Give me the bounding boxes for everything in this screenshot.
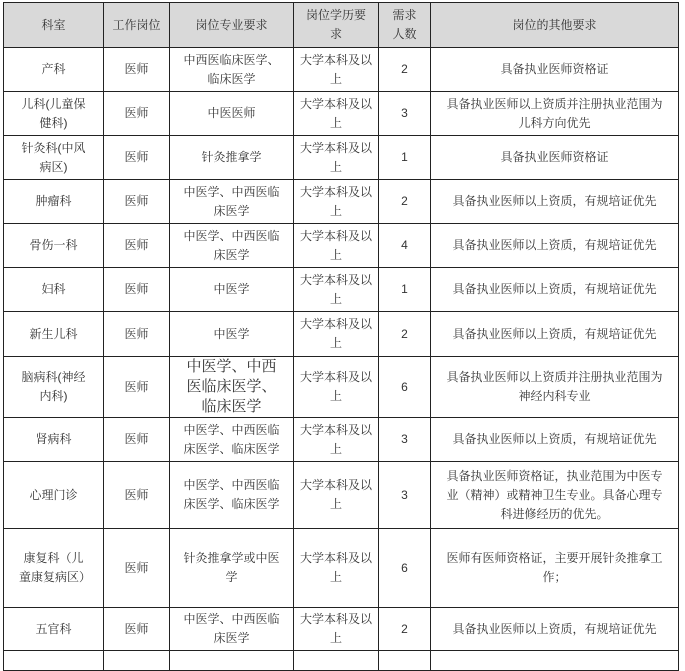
table-row <box>4 357 679 418</box>
cell-other-requirements: 具备执业医师以上资质并注册执业范围为儿科方向优先 <box>431 92 679 136</box>
table-body <box>4 48 679 671</box>
cell-major <box>170 651 294 671</box>
cell-education: 大学本科及以上 <box>294 224 379 268</box>
header-row <box>4 3 679 48</box>
cell-education: 大学本科及以上 <box>294 180 379 224</box>
cell-major: 中医学、中西医临床医学、临床医学 <box>170 418 294 462</box>
cell-headcount <box>379 651 431 671</box>
cell-headcount: 2 <box>379 48 431 92</box>
cell-education: 大学本科及以上 <box>294 48 379 92</box>
cell-education: 大学本科及以上 <box>294 268 379 312</box>
cell-position: 医师 <box>104 224 170 268</box>
cell-department: 产科 <box>4 48 104 92</box>
cell-education: 大学本科及以上 <box>294 608 379 651</box>
cell-headcount: 6 <box>379 529 431 608</box>
table-row <box>4 608 679 651</box>
cell-department: 新生儿科 <box>4 312 104 357</box>
cell-position: 医师 <box>104 180 170 224</box>
cell-other-requirements: 具备执业医师以上资质并注册执业范围为神经内科专业 <box>431 357 679 418</box>
cell-headcount: 4 <box>379 224 431 268</box>
cell-department: 康复科（儿童康复病区） <box>4 529 104 608</box>
cell-department <box>4 651 104 671</box>
table-row-partial <box>4 651 679 671</box>
cell-headcount: 6 <box>379 357 431 418</box>
cell-education: 大学本科及以上 <box>294 529 379 608</box>
cell-headcount: 1 <box>379 268 431 312</box>
cell-other-requirements: 医师有医师资格证，主要开展针灸推拿工作； <box>431 529 679 608</box>
cell-education: 大学本科及以上 <box>294 462 379 529</box>
cell-position: 医师 <box>104 357 170 418</box>
cell-headcount: 2 <box>379 312 431 357</box>
column-header-department: 科室 <box>4 3 104 48</box>
cell-position: 医师 <box>104 312 170 357</box>
cell-other-requirements: 具备执业医师以上资质，有规培证优先 <box>431 180 679 224</box>
cell-major: 中医医师 <box>170 92 294 136</box>
table-row <box>4 418 679 462</box>
cell-position: 医师 <box>104 136 170 180</box>
cell-position: 医师 <box>104 608 170 651</box>
recruitment-requirements-table <box>3 2 679 671</box>
cell-education: 大学本科及以上 <box>294 312 379 357</box>
table-row <box>4 92 679 136</box>
cell-department: 肾病科 <box>4 418 104 462</box>
recruitment-table-container <box>3 2 685 671</box>
cell-headcount: 2 <box>379 608 431 651</box>
cell-department: 脑病科(神经内科) <box>4 357 104 418</box>
table-row <box>4 268 679 312</box>
cell-major: 中医学 <box>170 268 294 312</box>
cell-department: 心理门诊 <box>4 462 104 529</box>
cell-other-requirements: 具备执业医师以上资质，有规培证优先 <box>431 608 679 651</box>
cell-education: 大学本科及以上 <box>294 357 379 418</box>
cell-headcount: 2 <box>379 180 431 224</box>
cell-other-requirements: 具备执业医师资格证 <box>431 136 679 180</box>
cell-education <box>294 651 379 671</box>
cell-headcount: 3 <box>379 462 431 529</box>
table-row <box>4 48 679 92</box>
cell-major: 中医学、中西医临床医学 <box>170 224 294 268</box>
cell-department: 针灸科(中风病区) <box>4 136 104 180</box>
cell-position: 医师 <box>104 268 170 312</box>
column-header-headcount: 需求人数 <box>379 3 431 48</box>
column-header-education-requirement: 岗位学历要求 <box>294 3 379 48</box>
table-row <box>4 529 679 608</box>
cell-position: 医师 <box>104 418 170 462</box>
cell-department: 妇科 <box>4 268 104 312</box>
column-header-position: 工作岗位 <box>104 3 170 48</box>
table-row <box>4 136 679 180</box>
cell-major: 中西医临床医学、临床医学 <box>170 48 294 92</box>
cell-position: 医师 <box>104 92 170 136</box>
cell-education: 大学本科及以上 <box>294 92 379 136</box>
column-header-other-requirements: 岗位的其他要求 <box>431 3 679 48</box>
cell-other-requirements: 具备执业医师以上资质，有规培证优先 <box>431 224 679 268</box>
cell-position: 医师 <box>104 529 170 608</box>
cell-major: 中医学、中西医临床医学、临床医学 <box>170 357 294 418</box>
cell-education: 大学本科及以上 <box>294 136 379 180</box>
table-row <box>4 462 679 529</box>
cell-other-requirements: 具备执业医师资格证 <box>431 48 679 92</box>
cell-major: 中医学 <box>170 312 294 357</box>
cell-department: 骨伤一科 <box>4 224 104 268</box>
cell-major: 中医学、中西医临床医学、临床医学 <box>170 462 294 529</box>
table-row <box>4 180 679 224</box>
cell-major: 针灸推拿学或中医学 <box>170 529 294 608</box>
cell-headcount: 1 <box>379 136 431 180</box>
cell-position: 医师 <box>104 48 170 92</box>
table-row <box>4 312 679 357</box>
cell-major: 针灸推拿学 <box>170 136 294 180</box>
column-header-major-requirement: 岗位专业要求 <box>170 3 294 48</box>
cell-headcount: 3 <box>379 92 431 136</box>
cell-position: 医师 <box>104 462 170 529</box>
cell-department: 肿瘤科 <box>4 180 104 224</box>
cell-major: 中医学、中西医临床医学 <box>170 180 294 224</box>
cell-department: 儿科(儿童保健科) <box>4 92 104 136</box>
cell-education: 大学本科及以上 <box>294 418 379 462</box>
table-header <box>4 3 679 48</box>
cell-other-requirements: 具备执业医师以上资质，有规培证优先 <box>431 418 679 462</box>
cell-department: 五官科 <box>4 608 104 651</box>
cell-headcount: 3 <box>379 418 431 462</box>
cell-other-requirements <box>431 651 679 671</box>
cell-major: 中医学、中西医临床医学 <box>170 608 294 651</box>
cell-other-requirements: 具备执业医师资格证，执业范围为中医专业（精神）或精神卫生专业。具备心理专科进修经历的优先。 <box>431 462 679 529</box>
cell-other-requirements: 具备执业医师以上资质，有规培证优先 <box>431 312 679 357</box>
cell-position <box>104 651 170 671</box>
table-row <box>4 224 679 268</box>
cell-other-requirements: 具备执业医师以上资质，有规培证优先 <box>431 268 679 312</box>
